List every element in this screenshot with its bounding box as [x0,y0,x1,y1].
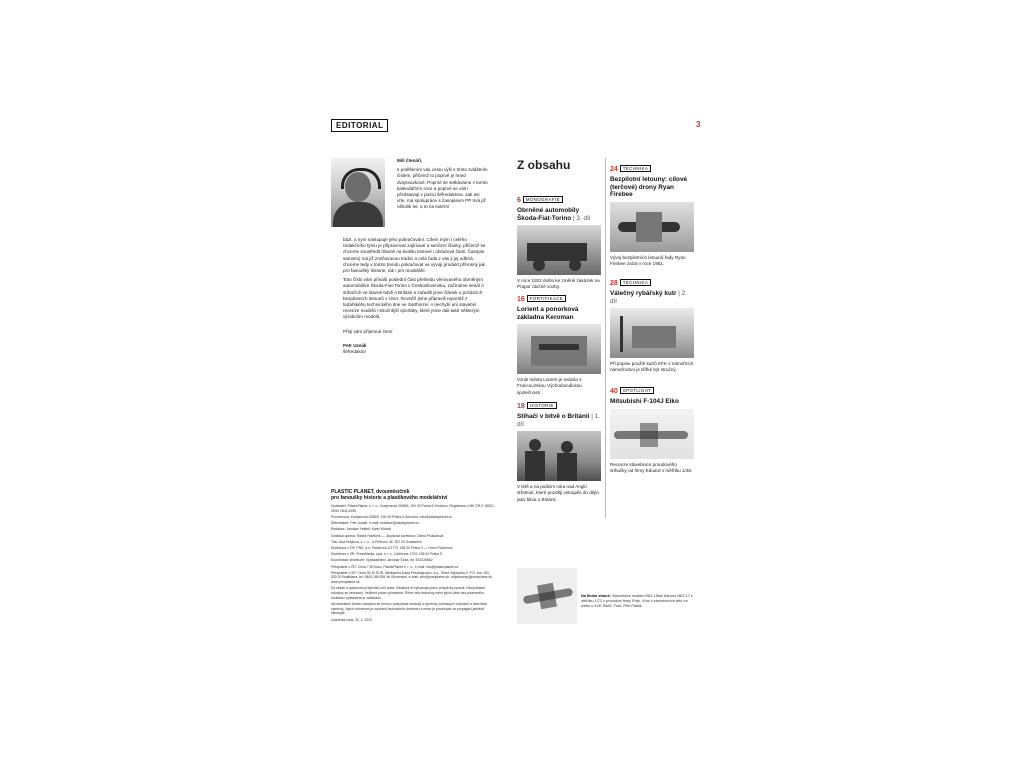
pilot-head-icon [529,439,541,451]
headphones-icon [341,168,381,189]
editorial-paragraph: bázi, a nyní nastupuje jeho pokračování. Cílem mým i celého redakčního týmu je připravovat zajímavé a seriózní články, přičemž se chceme soustředit hlavně na kvalitu textové i obrazové části. Časopis samotný má již zmiňovanou tradici a celá řada z vás ji jej odbírá, chceme tedy v tomto trendu pokračovat ve vývoji produkt přínosný jak pro fanoušky historie, tak i pro modeláře. [343,237,486,274]
toc-item-title: Obrněné automobily Škoda-Fiat-Torino [517,207,580,222]
toc-item-desc: V roce 1922 došlo ke změně zakázek na Prapor útočné vozby. [517,278,600,290]
cover-caption [581,594,693,609]
imprint-line: Uzávěrka čísla: 20. 1. 2022 [331,617,373,622]
toc-item[interactable] [610,272,694,374]
cover-caption-title: Na titulní straně: [581,594,611,598]
editorial-letter-bottom [343,237,489,358]
imprint-line: Tisk: Alva Brejtová, s. r. o., U Průhonu 36, 557 03 Svábenice [331,539,422,544]
toc-item-desc: Při popisu použití kutrů KFK v námořních námořnictvu je těžké být stručný. [610,361,694,373]
column-divider [605,158,606,518]
pilot-body-icon [525,451,545,481]
drone-wing-icon [636,212,662,242]
toc-item[interactable] [517,395,601,503]
toc-item-desc: Recenze stavebnice proudového stíhačky od firmy Eduard v měřítku 1/48. [610,461,693,473]
imprint-title: PLASTIC PLANET, dvouměsíčník [331,489,410,495]
editorial-author-name: Petr Uzeák [343,342,367,348]
toc-item-part: | 2. díl [610,290,687,305]
cover-caption-text: Stavebnice modelu MiG-15bis letounu MiG-17 s měřítku 1/72 z produkce firmy Ertle. Více o stavebnicích této na webu u eVE-Šáčů. [581,594,693,608]
wheel-icon [569,259,581,271]
fishing-boat-photo [610,308,694,358]
imprint-line: Šéfredaktor: Petr Uzeák, e-mail: redakce@plasticplanet.cz [331,521,419,526]
editorial-closing: Přeji vám příjemné čtení [343,328,393,334]
cover-model-photo [517,568,577,624]
bunker-photo [517,324,601,374]
toc-category: SPOTLIGHT [620,387,654,394]
toc-page-number: 40 [610,388,618,395]
editorial-paragraph: Toto číslo vám přináší poslední část přehledu věnovaného obrněným automobilům Škoda-Fiat-Torino v Československu, začínáme seriál o stíhačích ve slavné bitvě o Británii a zařadili jsme článek o počátcích bezpilotních letounů v USA. Rovněž jsme připravili reportáž z loďařského technického dne ve Sarthorne. A nechybí ani stavební recenze modelů i stručnější sportáky, které jsme dali také některým výrobcům modelů. [343,277,484,320]
toc-item-title: Lorient a ponorková základna Keroman [517,306,579,321]
mig-wing-icon [537,583,557,609]
editor-photo [331,158,385,227]
pilot-head-icon [561,441,573,453]
toc-category: TECHNIKA [620,165,651,172]
toc-category: TECHNIKA [620,279,651,286]
toc-item[interactable] [610,380,694,474]
toc-title: Z obsahu [517,158,571,172]
editorial-letter-top [397,158,489,214]
imprint-line: Koordinátor distribuce: Vydavatelství Jaroslav Šírka, tel. 602226862 [331,558,433,563]
toc-item-desc: V létě a na podzim roku nad Anglií střetnutí, které později vstoupilo do dějin jako bitva o Británii. [517,484,599,502]
armored-car-photo [517,225,601,275]
toc-category: HISTORIE [527,402,557,409]
jet-model-photo [610,409,694,459]
toc-item[interactable] [517,189,601,291]
toc-item-title: Válečný rybářský kutr [610,290,677,297]
imprint-line: Za obsah a správnost příspěvků ručí autor. Redakce si vyhrazuje právo příspěvky upravit. Nevyžádané rukopisy se nevracejí. Veškerá práva vyhrazena. Šíření této tiskoviny nebo jejích částí bez písemného souhlasu vydavatele je zakázáno. [331,586,486,600]
toc-item[interactable] [610,158,694,267]
toc-page-number: 28 [610,280,618,287]
bunker-icon [531,336,587,366]
editorial-author-role: šéfredaktor [343,349,366,355]
wheel-icon [533,259,545,271]
toc-category: MONOGRAFIE [523,196,563,203]
pilot-body-icon [557,453,577,481]
imprint-line: Distribuce v SR: PressMedia, spol. s r. o., Liščiňova 1703, 155 00 Praha 5 [331,552,443,557]
toc-item-title: Stíhači v bitvě o Británii [517,413,590,420]
cover-caption-author: Foto: Petr Pablík [613,604,642,608]
toc-item-part: | 1. díl [517,413,600,428]
toc-category: FORTIFIKACE [527,295,566,302]
imprint-line: Vydavatel: PlasticPlanet, s. r. o., Kostymová 2058/5, 150 00 Praha 5-Smíchov. Registrace u MK ČR E 18521, ISSN 1804-4255 [331,504,495,513]
toc-item-desc: Vývoj bezpilotních letounů řady Ryan Firebee začal v roce 1951. [610,254,686,266]
imprint-subtitle: pro fanoušky historie a plastikového modelářství [331,495,448,501]
imprint-line: Grafická úprava: Radek Havlíček — Jazyková korektura: Olena Pluskalová [331,533,444,538]
toc-item-title: Bezpilotní letouny: cílové (terčové) drony Ryan Firebee [610,176,688,199]
imprint-line: Redakce: Jaroslav Velebil, Karel Woods [331,527,392,532]
toc-page-number: 6 [517,197,521,204]
pilots-photo [517,431,601,481]
toc-item-part: | 3. díl [572,214,591,222]
imprint-line: Distribuce v ČR: PNS, a.s. Paceřická 1/2773, 180 00 Praha 9 — Horní Počernice [331,545,453,550]
imprint [331,489,495,624]
toc-item-title: Mitsubishi F-104J Eiko [610,398,679,405]
toc-page-number: 18 [517,403,525,410]
toc-page-number: 16 [517,296,525,303]
editorial-paragraph: s potěšením vás celou výši s tímto zvláštním číslem, přičemž to poprvé je hned dvojsvazkové. Poprvé se setkáváme v tomto kalendářním roce a poprvé se vám představuji v pozici šéfredaktora. Jak asi víte, má spolupráce s časopisem PP trvá již několik let, a to na externí [397,167,488,210]
drone-photo [610,202,694,252]
editorial-greeting: Milí čtenáři, [397,158,423,163]
jet-wing-icon [640,423,658,447]
toc-item-desc: Vznik města Lorient je svázán s Francouzskou Východoindickou společností. [517,377,582,395]
deck-gun-icon [632,326,676,348]
toc-item[interactable] [517,288,601,396]
bunker-slit-icon [539,344,579,350]
mast-icon [620,316,623,352]
editor-photo-body [333,202,383,227]
imprint-line: Na stránkách tohoto časopisu se mohou vyskytovat obrázky a symboly zobrazující vojenské a historické symboly. Jejich zobrazení je součástí historického kontextu a nelze je považovat za propagaci jakékoli ideologie. [331,601,488,616]
page-number: 3 [696,120,701,129]
imprint-line: Předplatné v SR: Cena 35,40 EUR, Mediaprint-Kapa Pressegrosso, a.s., Stará Vajnorská 9, P.O. box 183, 830 00 Bratislava, tel. 0800 188 826 Ve Slovenské, e-mail: info@predplatne.sk, objednavky@predplatne.sk, www.predplatne.sk. [331,570,493,585]
toc-page-number: 24 [610,166,618,173]
imprint-line: Provozovna: Kostymová 2058/5, 150 00 Praha 5-Smíchov, info@plasticplanet.cz [331,514,452,519]
imprint-line: Předplatné v ČR: Cena 7,50 kusu, PlasticPlanet s. r. o., e-mail: info@plasticplanet.cz [331,564,459,569]
section-label: EDITORIAL [331,119,388,132]
